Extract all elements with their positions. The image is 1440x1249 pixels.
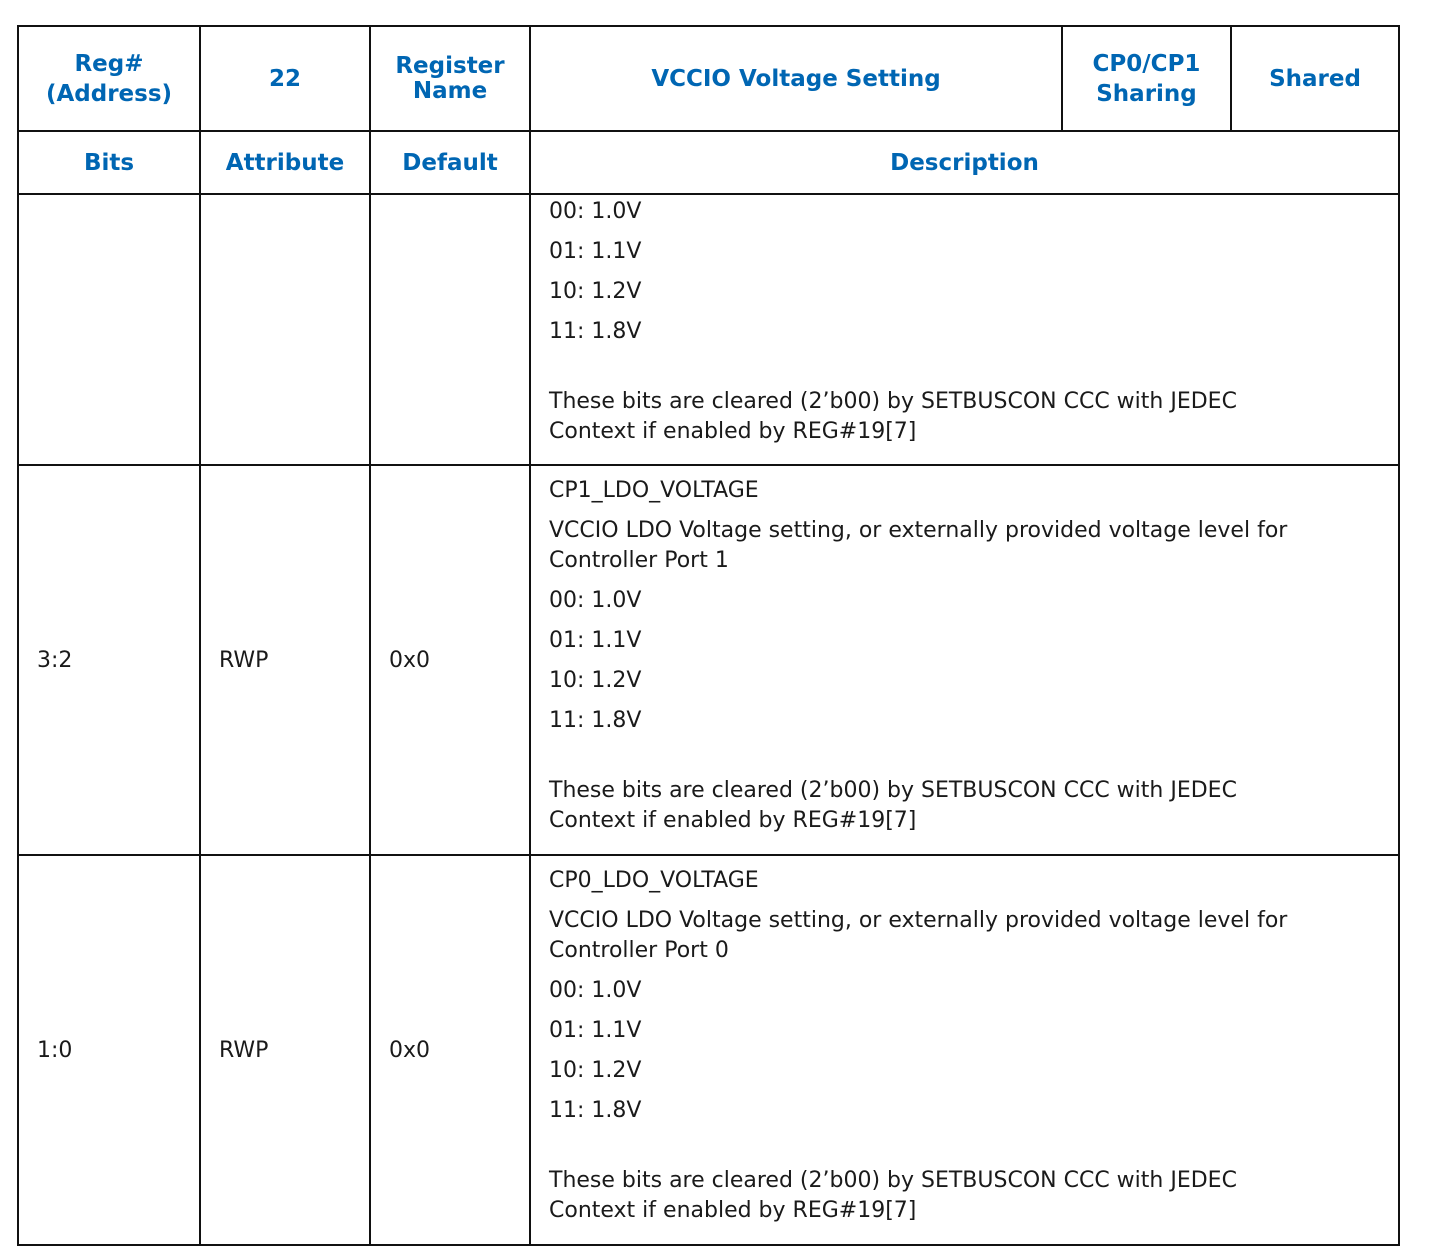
option: 11: 1.8V xyxy=(549,1098,642,1123)
bits-cell: 1:0 xyxy=(18,855,200,1245)
description-cell xyxy=(530,194,1399,465)
sharing-label: CP0/CP1 Sharing xyxy=(1062,26,1231,131)
option: 10: 1.2V xyxy=(549,279,642,304)
description-cell xyxy=(530,855,1399,1245)
register-header-row xyxy=(18,26,1399,131)
sharing-value: Shared xyxy=(1231,26,1399,131)
column-header-row xyxy=(18,131,1399,194)
default-cell: 0x0 xyxy=(370,465,530,855)
note: These bits are cleared (2’b00) by SETBUSCON CCC with JEDEC Context if enabled by REG#19[7] xyxy=(549,778,1237,833)
column-default: Default xyxy=(370,131,530,194)
option: 00: 1.0V xyxy=(549,978,642,1003)
column-description: Description xyxy=(530,131,1399,194)
option: 10: 1.2V xyxy=(549,668,642,693)
table-row xyxy=(18,855,1399,1245)
note: These bits are cleared (2’b00) by SETBUSCON CCC with JEDEC Context if enabled by REG#19[7] xyxy=(549,1168,1237,1223)
column-bits: Bits xyxy=(18,131,200,194)
attribute-cell: RWP xyxy=(200,855,370,1245)
register-table xyxy=(17,25,1400,1246)
option: 11: 1.8V xyxy=(549,319,642,344)
field-name: CP1_LDO_VOLTAGE xyxy=(549,478,759,503)
reg-address-label: Reg# (Address) xyxy=(18,26,200,131)
default-cell: 0x0 xyxy=(370,855,530,1245)
table-row xyxy=(18,465,1399,855)
option: 00: 1.0V xyxy=(549,199,642,224)
column-attribute: Attribute xyxy=(200,131,370,194)
summary: VCCIO LDO Voltage setting, or externally provided voltage level for Controller Port 1 xyxy=(549,518,1288,573)
description-cell xyxy=(530,465,1399,855)
bits-cell: 3:2 xyxy=(18,465,200,855)
option: 01: 1.1V xyxy=(549,628,642,653)
note: These bits are cleared (2’b00) by SETBUSCON CCC with JEDEC Context if enabled by REG#19[7] xyxy=(549,389,1237,444)
option: 01: 1.1V xyxy=(549,1018,642,1043)
attribute-cell: RWP xyxy=(200,465,370,855)
table-row xyxy=(18,194,1399,465)
option: 11: 1.8V xyxy=(549,708,642,733)
field-name: CP0_LDO_VOLTAGE xyxy=(549,868,759,893)
summary: VCCIO LDO Voltage setting, or externally provided voltage level for Controller Port 0 xyxy=(549,908,1288,963)
option: 10: 1.2V xyxy=(549,1058,642,1083)
reg-address-value: 22 xyxy=(200,26,370,131)
register-name-value: VCCIO Voltage Setting xyxy=(530,26,1062,131)
register-name-label: Register Name xyxy=(370,26,530,131)
option: 01: 1.1V xyxy=(549,239,642,264)
option: 00: 1.0V xyxy=(549,588,642,613)
